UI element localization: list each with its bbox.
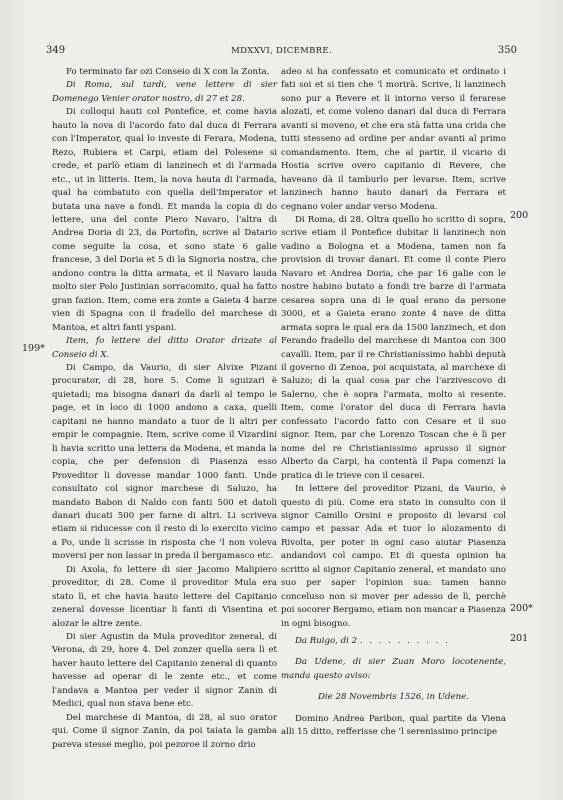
margin-number-200: 200 (510, 210, 529, 221)
paragraph: In lettere del proveditor Pizani, da Vaurio, è questo di più. Come era stato in consulto con il signor Camillo Orsini e proposto di levarsi col campo et passar Ada et tuor lo alozamento di Rivolta, per poter in ogni caso aiutar Piasenza andandovi col campo. Et di questa opinion ha scritto al signor Capitanio zeneral, et mandato uno suo per saper l'opinion sua: tamen hanno conceluso non si mover per adesso de lì, perchè poi socorer Bergamo, etiam non mancar a Piasenza in ogni bisogno. (281, 484, 506, 629)
heading-italic: Da Ruigo, di 2 (295, 636, 358, 647)
paragraph: Del marchese di Mantoa, di 28, al suo orator qui. Come il signor Zanin, da poi taiata la gamba pareva stesse meglio, poi pezoroe il zorno drio (52, 712, 277, 750)
running-title: MDXXVI, DICEMBRE. (231, 46, 332, 56)
left-column (52, 66, 277, 752)
paragraph: Di Axola, fo lettere di sier Jacomo Malipiero proveditor, di 28. Come il proveditor Mula era stato lì, et che havia hauto lettere del Capitanio zeneral dovesse licentiar li fanti di Visentina et alozar le altre zente. (52, 564, 277, 629)
date-line (281, 691, 506, 704)
paragraph: Di colloqui hauti col Pontefice, et come havia hauto la nova di l'acordo fato dal duca di Ferrara con l'Imperator, qual lo investe di Ferara, Modena, Rezo, Rubiera et Carpi, etiam del Polesene si crede, et parlò etiam di lanzinech et di l'armada etc., ut in litteris. Item, la nova hauta di l'armada, qual ha combatuto con quella dell'Imperator et butata una nave a fondi. Et manda la copia di do lettere, una del conte Piero Navaro, l'altra di Andrea Doria di 23, da Portofin, scrive al Datario come seguite la cosa, et sono state 6 galie francese, 3 del Doria et 5 di la Signoria nostra, che andono contra la ditta armata, et il Navaro lauda molto sier Polo Justinian sorracomito, qual ha fatto gran fazion. Item, come era zonte a Gaieta 4 barze vien di Spagna con il fradello del marchese di Mantoa, et altri fanti yspani. (52, 107, 277, 333)
paragraph: adeo si ha confessato et comunicato et ordinato i fati soi et si tien che 'l morirà. Scrive, li lanzinech sono pur a Revere et li intorno verso il ferarese alozati, et come voleno danari dal duca di Ferrara avanti si moveno, et che era stà fatta una crida che tutti stesseno ad ordine per andar avanti al primo comandamento. Item, che al partir, il vicario di Hostia scrive overo capitanio di Revere, che haveano dà il tamburlo per levarse. Item, scrive lanzinech hanno hauto danari da Ferrara et cegnano voler andar verso Modena. (281, 67, 506, 212)
paragraph: Di Campo, da Vaurio, di sier Alvixe Pizani procurator, di 28, hore 5. Come li sguizari è quietadi; ma bisogna danari da darli al tempo le page, et in loco di 1000 andono a caxa, quelli capitani ne hanno mandato a tuor de li altri per empir le compagnie. Item, scrive come il Vizardini li havia scritto una lettera da Modena, et manda la copia, che per defension di Piasenza esso Proveditor li dovesse mandar 1000 fanti. Unde consultato col signor marchese di Saluzo, ha mandato Babon di Naldo con fanti 500 et datoli danari ducati 500 per farne di altri. Li scriveva etiam si riducesse con il resto di lo exercito vicino a Po, unde li scrisse in risposta che 'l non voleva moversi per non lassar in preda il bergamasco etc. (52, 362, 277, 562)
paragraph: Di sier Agustin da Mula proveditor zeneral, di Verona, di 29, hore 4. Del zonzer quella sera lì et haver hauto lettere del Capitanio zeneral di quanto havesse ad operar di le zente etc., et come l'andava a Mantoa per veder il signor Zanin di Medici, qual non stava bene etc. (52, 632, 277, 710)
margin-number-199: 199* (22, 343, 45, 354)
heading-italic: Da Udene, di sier Zuan Moro locotenente, manda questo aviso: (281, 657, 506, 681)
paragraph: Fo terminato far ozi Conseio di X con la Zonta. (66, 67, 270, 77)
margin-number-201: 201 (510, 633, 529, 644)
right-column (281, 66, 506, 740)
paragraph: Di Roma, di 28. Oltra quello ho scritto di sopra, scrive etiam il Pontefice dubitar li lanzinech non vadino a Bologna et a Modena, tamen non fa provision di trovar danari. Et come il conte Piero Navaro et Andrea Doria, che par 16 galie con le nostre habino butato a fondi tre barze di l'armata cesarea sopra una di le qual erano da persone 3000, et a Gaieta erano zonte 4 nave de ditta armata sopra le qual era da 1500 lanzinech, et don Ferando fradello del marchese di Mantoa con 300 cavalli. Item, par il re Christianissimo habbi deputà il governo di Zenoa, poi acquistata, al marchexe di Saluzo; di la qual cosa par che l'arzivescovo di Salerno, che è sopra l'armata, molto si resente. Item, come l'orator del duca di Ferrara havia confessato l'acordo fatto con Cesare et il suo signor. Item, par che Lorenzo Toscan che è lì per nome del re Christianissimo aprusso il signor Alberto da Carpi, ha contentà il Papa comenzi la pratica di le trieve con il cesarei. (281, 214, 506, 481)
date-italic: Die 28 Novembris 1526, in Udene. (318, 692, 469, 703)
paragraph (52, 335, 277, 362)
paragraph (281, 656, 506, 683)
heading-italic: Item, fo lettere del ditto Orator drizate al Conseio di X. (52, 336, 277, 360)
page-number-right: 350 (497, 45, 517, 56)
margin-number-200-star: 200* (510, 603, 533, 614)
dotted-leader: . . . . . . . . . . (359, 636, 450, 647)
page-number-left: 349 (46, 45, 66, 56)
paragraph (52, 79, 277, 106)
paragraph (281, 635, 506, 648)
page-header (46, 44, 517, 58)
paragraph: Domino Andrea Paribon, qual partite da Viena alli 15 ditto, refferisse che 'l serenissimo principe (281, 713, 506, 738)
heading-italic: Di Roma, sul tardi, vene lettere di sier Domenego Venier orator nostro, di 27 et 28. (52, 80, 277, 104)
